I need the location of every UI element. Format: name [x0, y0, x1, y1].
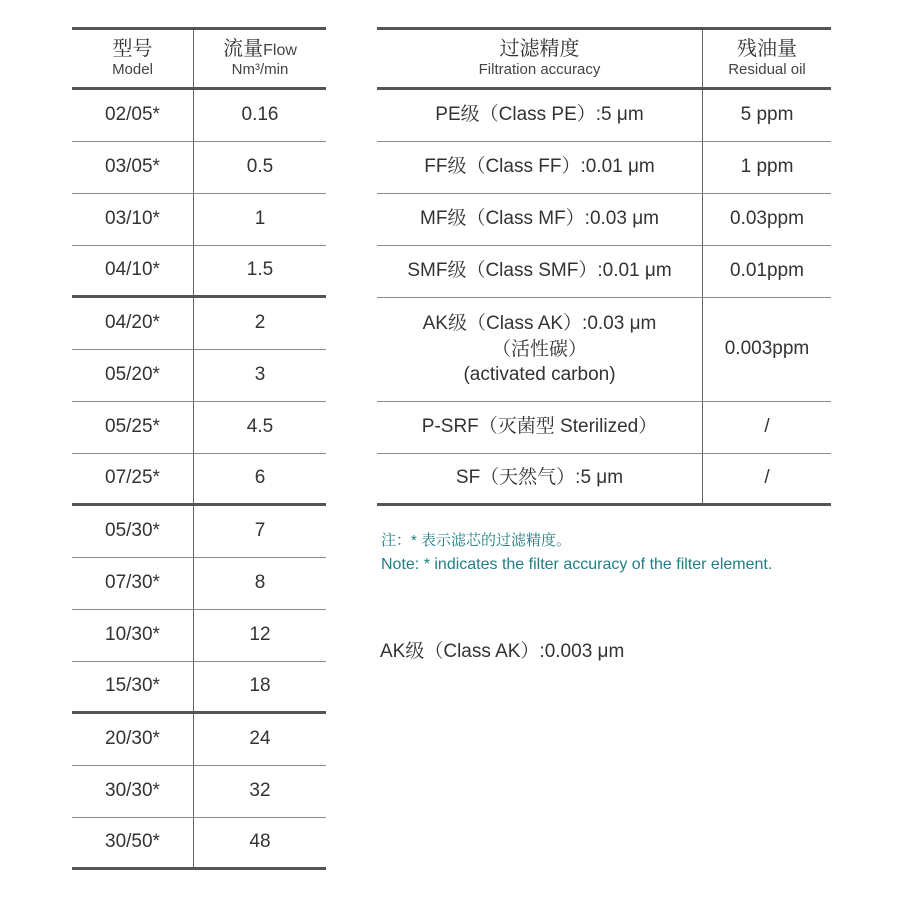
oil-cell: / — [764, 467, 770, 489]
oil-header-en: Residual oil — [728, 61, 806, 79]
accuracy-cell: SF（天然气）:5 μm — [377, 454, 703, 503]
model-cell: 05/30* — [72, 506, 194, 557]
oil-cell: 0.03ppm — [730, 208, 804, 230]
flow-cell: 0.5 — [246, 156, 274, 178]
flow-cell: 7 — [254, 520, 266, 542]
model-cell: 07/25* — [72, 454, 194, 503]
filtration-header — [377, 27, 831, 90]
model-cell: 30/30* — [72, 766, 194, 817]
accuracy-cell: MF级（Class MF）:0.03 μm — [377, 194, 703, 245]
model-flow-table — [72, 27, 326, 870]
flow-header-title — [223, 38, 297, 61]
table-row — [377, 298, 831, 402]
oil-cell: 0.003ppm — [724, 338, 810, 360]
table-row — [72, 402, 326, 454]
accuracy-line: (activated carbon) — [463, 364, 616, 386]
table-row — [377, 90, 831, 142]
table-row — [72, 90, 326, 142]
flow-cell: 32 — [249, 780, 271, 802]
accuracy-header-cell — [377, 30, 703, 87]
filtration-table — [377, 27, 831, 506]
flow-cell: 1.5 — [246, 259, 274, 281]
model-cell: 03/10* — [72, 194, 194, 245]
ak-class-line: AK级（Class AK）:0.003 μm — [380, 641, 625, 662]
table-row — [377, 402, 831, 454]
accuracy-line: AK级（Class AK）:0.03 μm — [422, 313, 657, 335]
table-row — [72, 246, 326, 298]
table-row — [72, 714, 326, 766]
model-cell: 10/30* — [72, 610, 194, 661]
flow-cell: 6 — [254, 467, 266, 489]
table-row — [72, 350, 326, 402]
model-header-cell — [72, 30, 194, 87]
flow-cell: 12 — [249, 624, 271, 646]
flow-cell: 0.16 — [241, 104, 279, 126]
model-cell: 02/05* — [72, 90, 194, 141]
model-flow-header — [72, 27, 326, 90]
flow-cell: 1 — [254, 208, 266, 230]
table-row — [72, 454, 326, 506]
flow-cell: 24 — [249, 728, 271, 750]
table-row — [72, 610, 326, 662]
model-header-zh: 型号 — [112, 38, 153, 61]
model-cell: 15/30* — [72, 662, 194, 711]
table-row — [72, 766, 326, 818]
table-row — [72, 298, 326, 350]
model-cell: 07/30* — [72, 558, 194, 609]
table-row — [72, 194, 326, 246]
note-zh: 注：* 表示滤芯的过滤精度。 — [381, 532, 572, 549]
model-cell: 30/50* — [72, 818, 194, 867]
accuracy-cell: SMF级（Class SMF）:0.01 μm — [377, 246, 703, 297]
flow-cell: 18 — [249, 675, 271, 697]
accuracy-header-en: Filtration accuracy — [478, 61, 601, 79]
accuracy-cell — [377, 298, 703, 401]
model-cell: 05/25* — [72, 402, 194, 453]
accuracy-cell: PE级（Class PE）:5 μm — [377, 90, 703, 141]
table-row — [72, 506, 326, 558]
flow-cell: 4.5 — [246, 416, 274, 438]
model-cell: 05/20* — [72, 350, 194, 401]
flow-header-unit: Nm³/min — [231, 61, 289, 79]
table-row — [377, 454, 831, 506]
table-row — [72, 662, 326, 714]
flow-header-zh: 流量 — [223, 38, 264, 61]
table-row — [377, 194, 831, 246]
note-en: Note: * indicates the filter accuracy of the filter element. — [381, 556, 773, 573]
oil-cell: 0.01ppm — [730, 260, 804, 282]
accuracy-line: （活性碳） — [491, 338, 587, 360]
flow-cell: 3 — [254, 364, 266, 386]
flow-header-cell — [194, 30, 326, 87]
flow-cell: 8 — [254, 572, 266, 594]
table-row — [72, 558, 326, 610]
oil-cell: / — [764, 416, 770, 438]
table-row — [377, 142, 831, 194]
accuracy-cell: P-SRF（灭菌型 Sterilized） — [377, 402, 703, 453]
model-cell: 20/30* — [72, 714, 194, 765]
model-header-en: Model — [112, 61, 153, 79]
table-row — [72, 142, 326, 194]
table-row — [377, 246, 831, 298]
table-row — [72, 818, 326, 870]
accuracy-header-zh: 过滤精度 — [499, 38, 580, 61]
oil-cell: 1 ppm — [740, 156, 794, 178]
flow-cell: 48 — [249, 831, 271, 853]
oil-header-cell — [703, 30, 831, 87]
accuracy-cell: FF级（Class FF）:0.01 μm — [377, 142, 703, 193]
model-cell: 04/10* — [72, 246, 194, 295]
oil-cell: 5 ppm — [740, 104, 794, 126]
flow-header-en: Flow — [263, 42, 297, 60]
model-cell: 03/05* — [72, 142, 194, 193]
flow-cell: 2 — [254, 312, 266, 334]
oil-header-zh: 残油量 — [737, 38, 797, 61]
model-cell: 04/20* — [72, 298, 194, 349]
